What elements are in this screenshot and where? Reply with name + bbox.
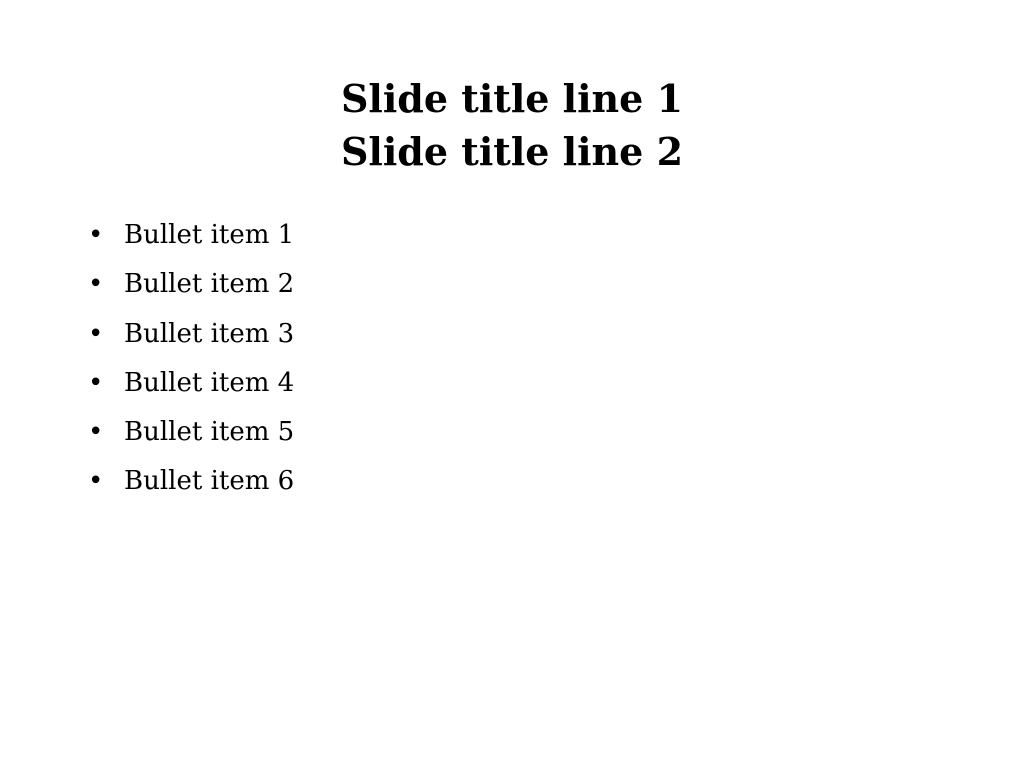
bullet-icon: • bbox=[88, 220, 104, 251]
slide-title-line-1: Slide title line 1 bbox=[340, 76, 684, 121]
slide-title bbox=[48, 72, 976, 178]
bullet-text: Bullet item 1 bbox=[124, 220, 295, 251]
bullet-text: Bullet item 5 bbox=[124, 416, 295, 447]
bullet-icon: • bbox=[88, 269, 104, 300]
bullet-text: Bullet item 3 bbox=[124, 318, 295, 349]
bullet-item-6 bbox=[88, 464, 976, 499]
slide-title-line-2: Slide title line 2 bbox=[340, 129, 684, 175]
bullet-text: Bullet item 2 bbox=[124, 269, 295, 300]
bullet-icon: • bbox=[88, 465, 104, 496]
bullet-text: Bullet item 4 bbox=[124, 367, 295, 398]
bullet-text: Bullet item 6 bbox=[124, 465, 295, 496]
bullet-icon: • bbox=[88, 416, 104, 447]
bullet-list bbox=[48, 218, 976, 499]
bullet-item-3 bbox=[88, 317, 976, 352]
bullet-item-4 bbox=[88, 366, 976, 401]
bullet-icon: • bbox=[88, 367, 104, 398]
bullet-item-1 bbox=[88, 218, 976, 253]
bullet-item-5 bbox=[88, 415, 976, 450]
bullet-icon: • bbox=[88, 318, 104, 349]
bullet-item-2 bbox=[88, 267, 976, 302]
